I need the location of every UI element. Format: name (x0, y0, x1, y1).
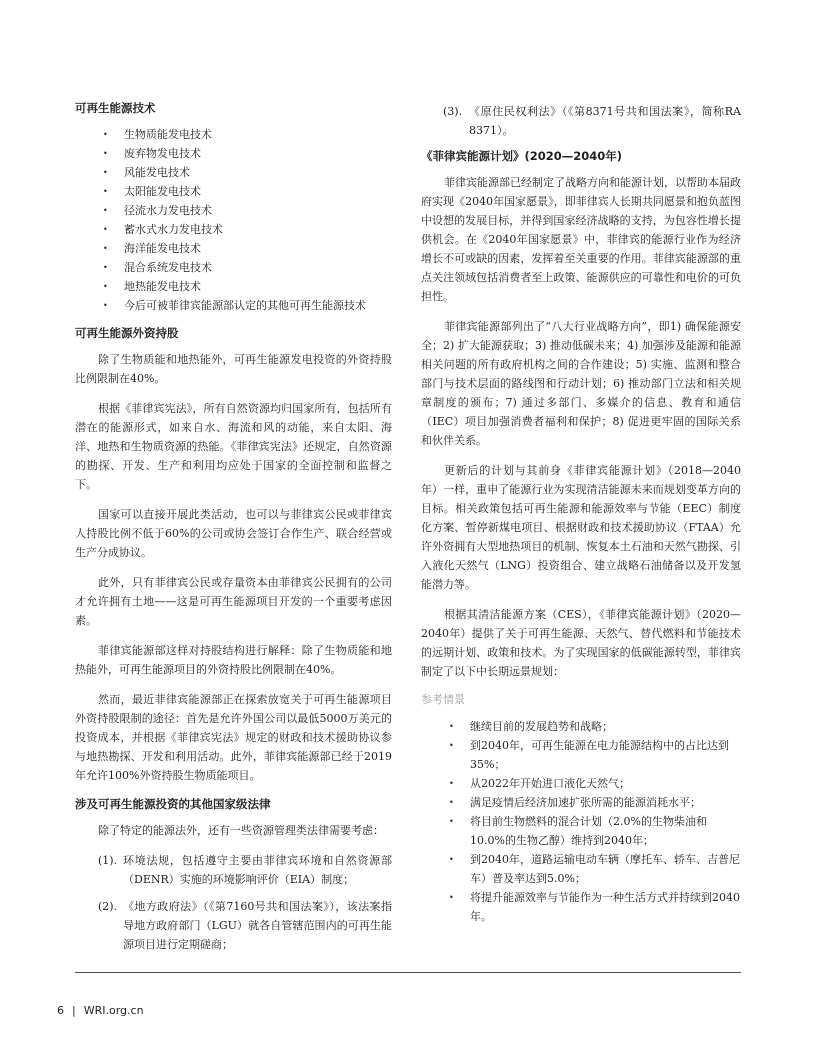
item-number: (3). (443, 105, 463, 118)
footer (57, 1004, 144, 1017)
footer-divider (75, 972, 741, 973)
paragraph: 菲律宾能源部这样对持股结构进行解释：除了生物质能和地热能外，可再生能源项目的外资持股比例限制在40%。 (75, 644, 392, 676)
item-text: 《原住民权利法》（《第8371号共和国法案》，简称RA 8371）。 (469, 105, 741, 137)
list-item (75, 201, 392, 220)
heading-other-laws: 涉及可再生能源投资的其他国家级法律 (75, 797, 271, 811)
list-item (75, 277, 392, 296)
list-item (421, 888, 741, 926)
list-item-text: 海洋能发电技术 (124, 242, 201, 255)
bullet-icon: • (103, 168, 108, 177)
list-item-text: 将目前生物燃料的混合计划（2.0%的生物柴油和10.0%的生物乙醇）维持到2040年； (470, 815, 707, 847)
list-item (75, 182, 392, 201)
bullet-icon: • (103, 244, 108, 253)
list-item-text: 风能发电技术 (124, 166, 190, 179)
list-item-text: 将提升能源效率与节能作为一种生活方式并持续到2040年。 (470, 891, 740, 923)
heading-energy-plan: 《菲律宾能源计划》(2020—2040年) (421, 149, 623, 163)
paragraph: 根据其清洁能源方案（CES），《菲律宾能源计划》（2020—2040年）提供了关于可再生能源、天然气、替代燃料和节能技术的远期计划、政策和技术。为了实现国家的低碳能源转型，菲律宾制定了以下中长期远景规划： (421, 608, 741, 678)
bullet-icon: • (449, 817, 454, 826)
list-item (75, 258, 392, 277)
list-item (75, 163, 392, 182)
list-item-text: 从2022年开始进口液化天然气； (470, 777, 630, 790)
bullet-icon: • (103, 149, 108, 158)
left-column (75, 100, 392, 962)
bullet-icon: • (449, 893, 454, 902)
list-item (421, 812, 741, 850)
paragraph: 更新后的计划与其前身《菲律宾能源计划》（2018—2040年）一样，重申了能源行业为实现清洁能源未来而规划变革方向的目标。相关政策包括可再生能源和能源效率与节能（EEC）制度化方案、暂停新煤电项目、根据财政和技术援助协议（FTAA）允许外资拥有大型地热项目的机制、恢复本土石油和天然气勘探、引入液化天然气（LNG）投资组合、建立战略石油储备以及开发氢能潜力等。 (421, 464, 741, 591)
paragraph: 国家可以直接开展此类活动，也可以与菲律宾公民或菲律宾人持股比例不低于60%的公司或协会签订合作生产、联合经营或生产分成协议。 (75, 508, 392, 559)
footer-separator: | (72, 1004, 76, 1017)
list-item (421, 717, 741, 736)
paragraph: 此外，只有菲律宾公民或存量资本由菲律宾公民拥有的公司才允许拥有土地——这是可再生能源项目开发的一个重要考虑因素。 (75, 576, 392, 627)
list-item-text: 混合系统发电技术 (124, 261, 212, 274)
bullet-icon: • (103, 130, 108, 139)
list-item-text: 径流水力发电技术 (124, 204, 212, 217)
list-item (75, 144, 392, 163)
list-item-text: 生物质能发电技术 (124, 128, 212, 141)
bullet-icon: • (103, 187, 108, 196)
laws-list-continued (421, 102, 741, 140)
list-item-text: 到2040年，可再生能源在电力能源结构中的占比达到35%； (470, 739, 729, 771)
numbered-item (421, 102, 741, 140)
list-item (75, 125, 392, 144)
list-item-text: 到2040年，道路运输电动车辆（摩托车、轿车、吉普尼车）普及率达到5.0%； (470, 853, 740, 885)
paragraph: 然而，最近菲律宾能源部正在探索放宽关于可再生能源项目外资持股限制的途径：首先是允许外国公司以最低5000万美元的投资成本，并根据《菲律宾宪法》规定的财政和技术援助协议参与地热勘探、开发和利用活动。此外，菲律宾能源部已经于2019年允许100%外资持股生物质能项目。 (75, 693, 392, 782)
reference-scenario-label: 参考情景 (421, 693, 465, 706)
bullet-icon: • (449, 798, 454, 807)
heading-foreign-ownership: 可再生能源外资持股 (75, 326, 179, 340)
paragraph: 除了特定的能源法外，还有一些资源管理类法律需要考虑： (98, 824, 384, 837)
list-item (421, 793, 741, 812)
bullet-icon: • (103, 225, 108, 234)
bullet-icon: • (103, 263, 108, 272)
item-text: 《地方政府法》（《第7160号共和国法案》），该法案指导地方政府部门（LGU）就各自管辖范围内的可再生能源项目进行定期磋商； (123, 900, 392, 951)
list-item-text: 满足疫情后经济加速扩张所需的能源消耗水平； (470, 796, 701, 809)
scenario-list (421, 717, 741, 926)
item-number: (2). (98, 900, 118, 913)
list-item-text: 今后可被菲律宾能源部认定的其他可再生能源技术 (124, 299, 366, 312)
site-link[interactable]: WRI.org.cn (83, 1004, 144, 1017)
list-item-text: 太阳能发电技术 (124, 185, 201, 198)
page-number: 6 (57, 1004, 64, 1017)
bullet-icon: • (449, 741, 454, 750)
bullet-icon: • (103, 282, 108, 291)
item-text: 环境法规，包括遵守主要由菲律宾环境和自然资源部（DENR）实施的环境影响评价（EIA）制度； (123, 854, 392, 886)
bullet-icon: • (449, 855, 454, 864)
bullet-icon: • (449, 779, 454, 788)
heading-renewable-tech: 可再生能源技术 (75, 101, 156, 115)
numbered-item (75, 851, 392, 889)
paragraph: 菲律宾能源部列出了“八大行业战略方向”，即1) 确保能源安全；2) 扩大能源获取；3) 推动低碳未来；4) 加强涉及能源和能源相关问题的所有政府机构之间的合作建设；5) 实施、监测和整合部门与技术层面的路线图和行动计划；6) 推动部门立法和相关规章制度的颁布；7) 通过多部门、多媒介的信息、教育和通信（IEC）项目加强消费者福利和保护；8) 促进更牢固的国际关系和伙伴关系。 (421, 320, 741, 447)
bullet-icon: • (103, 206, 108, 215)
paragraph: 菲律宾能源部已经制定了战略方向和能源计划，以帮助本届政府实现《2040年国家愿景》，即菲律宾人长期共同愿景和抱负蓝图中设想的发展目标，并得到国家经济战略的支持，为包容性增长提供机会。在《2040年国家愿景》中，菲律宾的能源行业作为经济增长不可或缺的因素，发挥着至关重要的作用。菲律宾能源部的重点关注领域包括消费者至上政策、能源供应的可靠性和电价的可负担性。 (421, 176, 741, 303)
bullet-icon: • (103, 301, 108, 310)
list-item (75, 239, 392, 258)
list-item-text: 蓄水式水力发电技术 (124, 223, 223, 236)
list-item (421, 850, 741, 888)
paragraph: 根据《菲律宾宪法》，所有自然资源均归国家所有，包括所有潜在的能源形式，如来自水、海流和风的动能，来自太阳、海洋、地热和生物质资源的热能。《菲律宾宪法》还规定，自然资源的勘探、开发、生产和利用均应处于国家的全面控制和监督之下。 (75, 402, 392, 491)
numbered-item (75, 897, 392, 954)
list-item-text: 继续目前的发展趋势和战略； (470, 720, 613, 733)
bullet-icon: • (449, 722, 454, 731)
paragraph: 除了生物质能和地热能外，可再生能源发电投资的外资持股比例限制在40%。 (75, 353, 392, 385)
right-column (421, 102, 741, 936)
list-item-text: 地热能发电技术 (124, 280, 201, 293)
item-number: (1). (98, 854, 118, 867)
list-item-text: 废弃物发电技术 (124, 147, 201, 160)
list-item (75, 296, 392, 315)
list-item (75, 220, 392, 239)
laws-list (75, 851, 392, 954)
list-item (421, 736, 741, 774)
list-item (421, 774, 741, 793)
renewable-tech-list (75, 125, 392, 315)
